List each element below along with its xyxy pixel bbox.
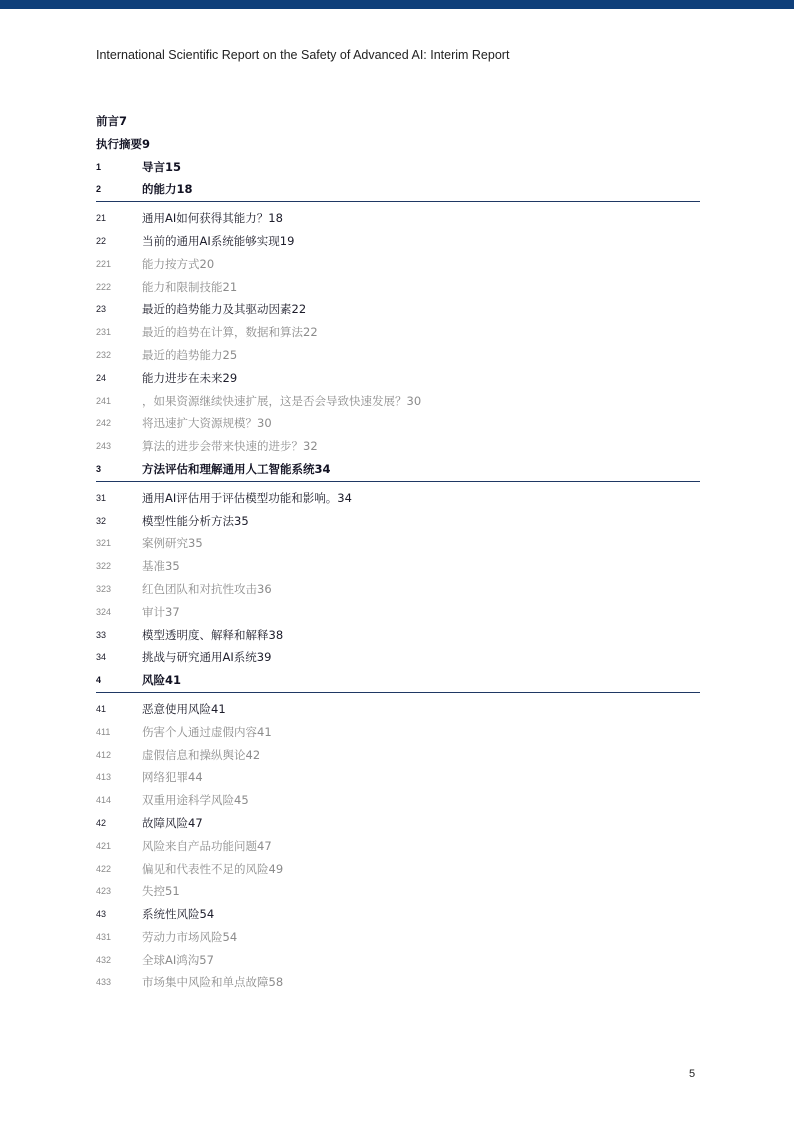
toc-entry-title: 执行摘要9 — [96, 136, 151, 151]
toc-entry-number: 431 — [96, 931, 112, 942]
toc-entry[interactable] — [96, 698, 700, 721]
toc-entry[interactable] — [96, 880, 700, 903]
toc-entry[interactable] — [96, 903, 700, 926]
toc-entry-number: 242 — [96, 418, 112, 429]
toc-entry-number: 422 — [96, 863, 112, 874]
toc-entry-title: 能力进步在未来29 — [142, 370, 238, 385]
toc-entry[interactable] — [96, 156, 700, 179]
toc-entry-title: 市场集中风险和单点故障58 — [142, 975, 284, 990]
toc-entry[interactable] — [96, 789, 700, 812]
toc-entry-number: 323 — [96, 583, 112, 594]
toc-entry-number: 241 — [96, 395, 112, 406]
toc-entry-title: 通用AI如何获得其能力？18 — [142, 211, 283, 226]
toc-entry-number: 432 — [96, 954, 112, 965]
toc-entry[interactable] — [96, 344, 700, 367]
toc-entry-title: 挑战与研究通用AI系统39 — [142, 650, 272, 665]
toc-entry-number: 32 — [96, 515, 107, 526]
toc-entry-title: 导言15 — [142, 159, 182, 174]
toc-entry[interactable] — [96, 532, 700, 555]
toc-entry-number: 43 — [96, 909, 107, 920]
toc-entry-number: 21 — [96, 213, 107, 224]
toc-entry-title: 双重用途科学风险45 — [142, 793, 249, 808]
toc-entry[interactable] — [96, 744, 700, 767]
top-color-bar — [0, 0, 794, 9]
toc-entry[interactable] — [96, 207, 700, 230]
toc-entry-number: 411 — [96, 726, 111, 737]
toc-entry-title: 故障风险47 — [142, 815, 203, 830]
toc-entry[interactable] — [96, 276, 700, 299]
toc-entry-number: 232 — [96, 349, 112, 360]
toc-entry-number: 4 — [96, 675, 102, 686]
toc-entry-title: 网络犯罪44 — [142, 770, 203, 785]
toc-entry[interactable] — [96, 510, 700, 533]
toc-entry-number: 41 — [96, 703, 107, 714]
toc-entry-number: 22 — [96, 235, 107, 246]
toc-entry[interactable] — [96, 458, 700, 482]
toc-entry-title: 系统性风险54 — [142, 907, 215, 922]
toc-entry-title: 虚假信息和操纵舆论42 — [142, 747, 261, 762]
toc-entry-number: 34 — [96, 652, 107, 663]
toc-entry[interactable] — [96, 835, 700, 858]
table-of-contents — [96, 110, 700, 994]
toc-entry[interactable] — [96, 321, 700, 344]
toc-entry-title: 模型性能分析方法35 — [142, 513, 249, 528]
toc-entry[interactable] — [96, 812, 700, 835]
toc-entry-number: 324 — [96, 606, 112, 617]
toc-entry-title: 风险41 — [142, 673, 182, 688]
toc-entry-title: 恶意使用风险41 — [142, 701, 226, 716]
toc-entry[interactable] — [96, 926, 700, 949]
toc-entry[interactable] — [96, 367, 700, 390]
toc-entry[interactable] — [96, 858, 700, 881]
toc-entry-title: 算法的进步会带来快速的进步？32 — [142, 439, 318, 454]
toc-entry[interactable] — [96, 133, 700, 156]
toc-entry-number: 413 — [96, 772, 112, 783]
toc-entry-title: 方法评估和理解通用人工智能系统34 — [142, 461, 331, 476]
toc-entry[interactable] — [96, 555, 700, 578]
toc-entry-title: 失控51 — [142, 884, 180, 899]
toc-entry-number: 322 — [96, 561, 112, 572]
toc-entry[interactable] — [96, 766, 700, 789]
toc-entry[interactable] — [96, 578, 700, 601]
toc-entry[interactable] — [96, 646, 700, 669]
toc-entry-number: 423 — [96, 886, 112, 897]
toc-entry[interactable] — [96, 298, 700, 321]
toc-entry-number: 421 — [96, 840, 112, 851]
toc-entry[interactable] — [96, 487, 700, 510]
toc-entry-number: 433 — [96, 977, 112, 988]
toc-entry-title: 案例研究35 — [142, 536, 203, 551]
toc-entry-title: 红色团队和对抗性攻击36 — [142, 581, 272, 596]
toc-entry[interactable] — [96, 601, 700, 624]
toc-entry-number: 243 — [96, 441, 112, 452]
toc-entry[interactable] — [96, 721, 700, 744]
toc-entry-title: 审计37 — [142, 604, 180, 619]
toc-entry-title: 前言7 — [96, 114, 128, 128]
toc-entry-title: 通用AI评估用于评估模型功能和影响。34 — [142, 490, 352, 505]
toc-entry-number: 3 — [96, 463, 102, 474]
toc-entry-number: 231 — [96, 327, 112, 338]
toc-entry-title: 最近的趋势能力25 — [142, 347, 238, 362]
toc-entry[interactable] — [96, 949, 700, 972]
toc-entry-number: 221 — [96, 258, 112, 269]
toc-entry-title: 伤害个人通过虚假内容41 — [142, 724, 272, 739]
toc-entry-title: 将迅速扩大资源规模？30 — [142, 416, 272, 431]
toc-entry[interactable] — [96, 178, 700, 202]
toc-entry-number: 2 — [96, 184, 102, 195]
toc-entry-title: 全球AI鸿沟57 — [142, 952, 214, 967]
toc-entry-title: 偏见和代表性不足的风险49 — [142, 861, 284, 876]
toc-entry-title: 风险来自产品功能问题47 — [142, 838, 272, 853]
toc-entry-number: 42 — [96, 817, 107, 828]
toc-entry-title: 基准35 — [142, 559, 180, 574]
toc-entry-number: 414 — [96, 795, 112, 806]
toc-entry-title: 劳动力市场风险54 — [142, 929, 238, 944]
toc-entry-title: 能力和限制技能21 — [142, 279, 238, 294]
toc-entry-title: 最近的趋势在计算，数据和算法22 — [142, 325, 318, 340]
toc-entry-number: 222 — [96, 281, 112, 292]
toc-entry-title: 的能力18 — [142, 182, 193, 197]
toc-entry[interactable] — [96, 253, 700, 276]
toc-entry[interactable] — [96, 669, 700, 693]
toc-entry-number: 23 — [96, 304, 107, 315]
toc-entry[interactable] — [96, 390, 700, 413]
toc-entry[interactable] — [96, 412, 700, 435]
toc-entry[interactable] — [96, 110, 700, 133]
toc-entry-title: 模型透明度、解释和解释38 — [142, 627, 284, 642]
toc-entry-title: 能力按方式20 — [142, 256, 215, 271]
running-header: International Scientific Report on the Safety of Advanced AI: Interim Report — [96, 48, 510, 62]
toc-entry-number: 412 — [96, 749, 112, 760]
toc-entry-number: 321 — [96, 538, 112, 549]
toc-entry-number: 1 — [96, 161, 102, 172]
toc-entry[interactable] — [96, 624, 700, 647]
toc-entry[interactable] — [96, 971, 700, 994]
toc-entry-number: 33 — [96, 629, 107, 640]
toc-entry-number: 31 — [96, 492, 107, 503]
toc-entry-title: 最近的趋势能力及其驱动因素22 — [142, 302, 307, 317]
toc-entry[interactable] — [96, 230, 700, 253]
toc-entry-number: 24 — [96, 372, 107, 383]
toc-entry-title: 当前的通用AI系统能够实现19 — [142, 233, 295, 248]
page-number: 5 — [689, 1068, 696, 1080]
toc-entry-title: ，如果资源继续快速扩展，这是否会导致快速发展？30 — [142, 393, 422, 408]
toc-entry[interactable] — [96, 435, 700, 458]
